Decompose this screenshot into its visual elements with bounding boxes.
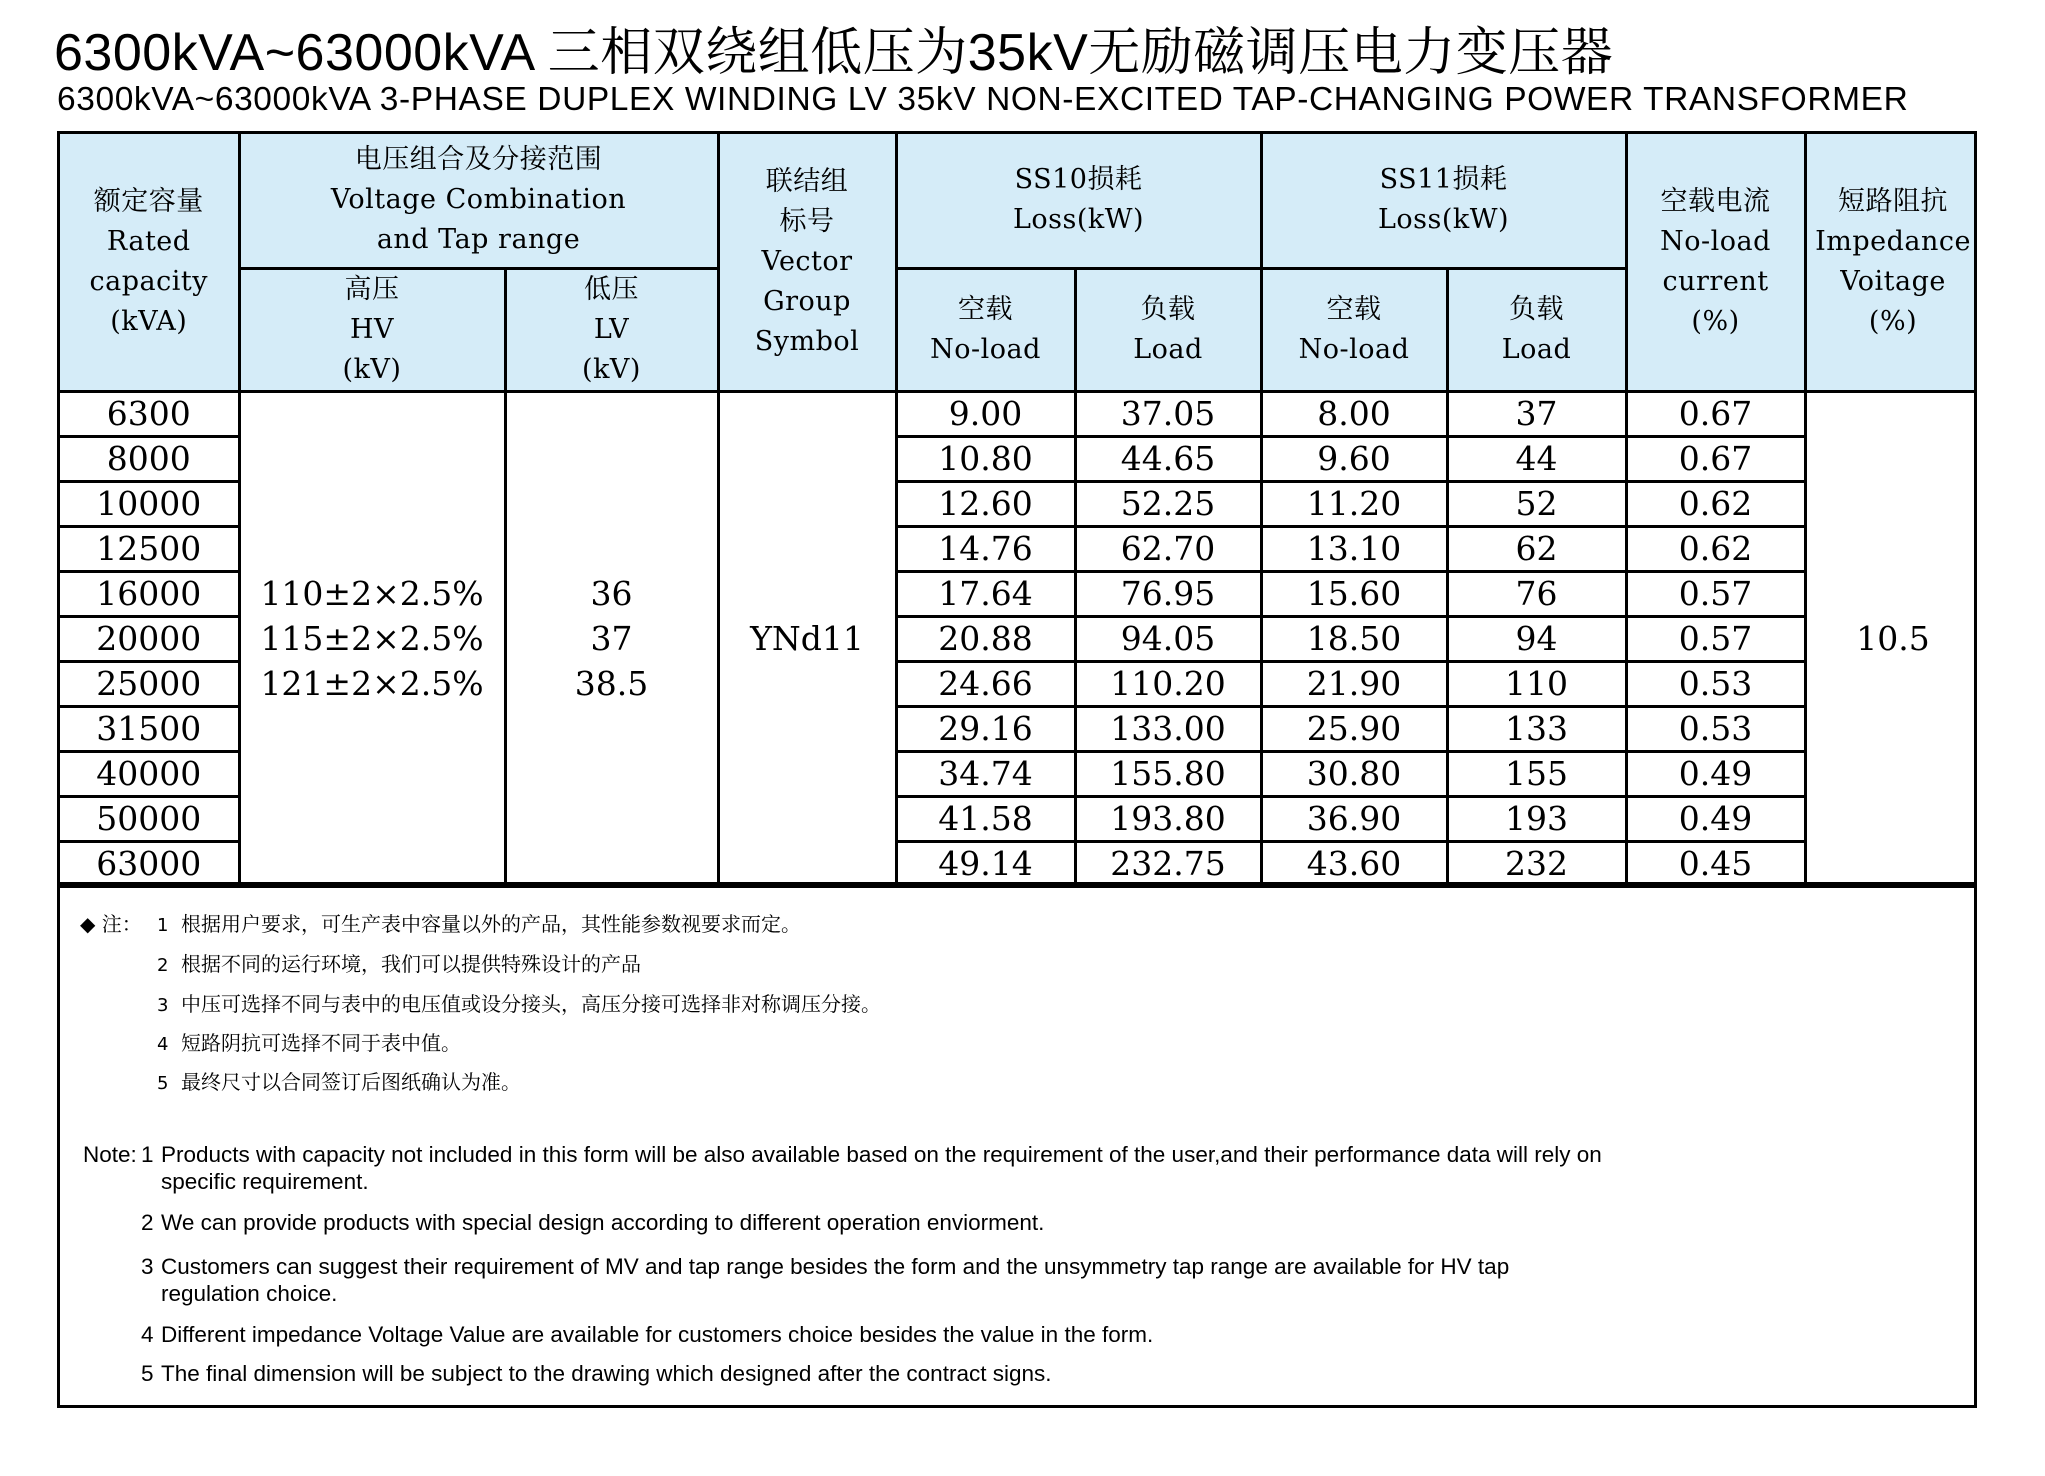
note-cn-number: 3 — [157, 995, 169, 1016]
note-cn-number: 5 — [157, 1073, 169, 1094]
cell-ss10-noload: 34.74 — [896, 751, 1075, 796]
note-en-text: Different impedance Voltage Value are available for customers choice besides the value in the form. — [161, 1322, 1154, 1347]
hv-value: 110±2×2.5% — [260, 574, 484, 613]
cell-ss10-noload: 24.66 — [896, 661, 1075, 706]
header-lv: 低压 LV (kV) — [505, 268, 718, 391]
diamond-icon: ◆ — [80, 912, 96, 936]
note-cn-marker-line — [80, 911, 142, 937]
cell-ss10-load: 94.05 — [1075, 616, 1261, 661]
cell-ss11-noload: 30.80 — [1261, 751, 1447, 796]
cell-ss10-noload: 41.58 — [896, 796, 1075, 841]
cell-noload-current: 0.53 — [1626, 661, 1805, 706]
cell-ss11-load: 52 — [1447, 481, 1626, 526]
cell-ss10-noload: 12.60 — [896, 481, 1075, 526]
cell-noload-current: 0.57 — [1626, 571, 1805, 616]
lv-value: 37 — [590, 619, 633, 658]
note-en-number: 5 — [141, 1361, 154, 1386]
header-impedance-voltage: 短路阻抗 Impedance Voitage (%) — [1805, 134, 1977, 391]
note-cn-text: 中压可选择不同与表中的电压值或设分接头，高压分接可选择非对称调压分接。 — [181, 992, 881, 1016]
cell-noload-current: 0.62 — [1626, 481, 1805, 526]
cell-vector-group: YNd11 — [718, 391, 896, 886]
hv-value: 121±2×2.5% — [260, 664, 484, 703]
note-en-number: 4 — [141, 1322, 154, 1347]
cell-capacity: 8000 — [60, 436, 239, 481]
header-vector-group: 联结组 标号 Vector Group Symbol — [718, 134, 896, 391]
cell-ss10-load: 76.95 — [1075, 571, 1261, 616]
cell-noload-current: 0.45 — [1626, 841, 1805, 886]
cell-ss11-noload: 25.90 — [1261, 706, 1447, 751]
cell-noload-current: 0.53 — [1626, 706, 1805, 751]
cell-ss10-noload: 49.14 — [896, 841, 1075, 886]
table-row — [60, 391, 1977, 436]
cell-capacity: 10000 — [60, 481, 239, 526]
note-cn-number: 1 — [157, 915, 169, 936]
cell-capacity: 25000 — [60, 661, 239, 706]
note-en-prefix: Note: — [83, 1142, 137, 1167]
cell-ss10-load: 62.70 — [1075, 526, 1261, 571]
note-cn-text: 最终尺寸以合同签订后图纸确认为准。 — [181, 1070, 521, 1094]
cell-ss11-load: 44 — [1447, 436, 1626, 481]
spec-table — [60, 134, 1977, 888]
note-cn-text: 根据不同的运行环境，我们可以提供特殊设计的产品 — [181, 952, 641, 976]
notes-section — [60, 882, 1974, 1408]
header-voltage-combination: 电压组合及分接范围 Voltage Combination and Tap range — [239, 134, 718, 268]
cell-ss10-load: 155.80 — [1075, 751, 1261, 796]
note-cn-item — [157, 911, 801, 939]
spec-frame — [57, 131, 1977, 1408]
cell-ss11-load: 193 — [1447, 796, 1626, 841]
note-en-text: Products with capacity not included in this form will be also available based on the requirement of the user,and their performance data will rely on — [161, 1142, 1602, 1167]
lv-value: 36 — [590, 574, 633, 613]
cell-ss11-noload: 9.60 — [1261, 436, 1447, 481]
note-cn-item — [157, 1069, 521, 1097]
cell-ss11-load: 155 — [1447, 751, 1626, 796]
note-cn-item — [157, 1030, 461, 1058]
cell-ss11-noload: 11.20 — [1261, 481, 1447, 526]
cell-capacity: 50000 — [60, 796, 239, 841]
cell-ss10-load: 37.05 — [1075, 391, 1261, 436]
cell-ss10-noload: 10.80 — [896, 436, 1075, 481]
cell-ss11-load: 37 — [1447, 391, 1626, 436]
page-title-cn: 6300kVA~63000kVA 三相双绕组低压为35kV无励磁调压电力变压器 — [54, 24, 1614, 82]
cell-ss10-load: 193.80 — [1075, 796, 1261, 841]
cell-ss10-load: 44.65 — [1075, 436, 1261, 481]
header-noload-current: 空载电流 No-load current (%) — [1626, 134, 1805, 391]
cell-ss10-load: 110.20 — [1075, 661, 1261, 706]
cell-capacity: 63000 — [60, 841, 239, 886]
cell-ss11-noload: 13.10 — [1261, 526, 1447, 571]
note-en-text: specific requirement. — [161, 1169, 369, 1194]
note-cn-item — [157, 951, 641, 979]
cell-ss11-load: 94 — [1447, 616, 1626, 661]
note-cn-text: 短路阴抗可选择不同于表中值。 — [181, 1031, 461, 1055]
cell-ss10-noload: 20.88 — [896, 616, 1075, 661]
cell-capacity: 12500 — [60, 526, 239, 571]
cell-ss11-load: 133 — [1447, 706, 1626, 751]
header-capacity: 额定容量 Rated capacity (kVA) — [60, 134, 239, 391]
cell-ss10-load: 232.75 — [1075, 841, 1261, 886]
cell-capacity: 20000 — [60, 616, 239, 661]
cell-noload-current: 0.57 — [1626, 616, 1805, 661]
cell-capacity: 16000 — [60, 571, 239, 616]
cell-impedance-voltage: 10.5 — [1805, 391, 1977, 886]
cell-ss11-noload: 21.90 — [1261, 661, 1447, 706]
cell-ss11-load: 62 — [1447, 526, 1626, 571]
hv-value: 115±2×2.5% — [260, 619, 484, 658]
cell-ss10-noload: 17.64 — [896, 571, 1075, 616]
note-cn-prefix: 注： — [101, 912, 142, 936]
cell-noload-current: 0.49 — [1626, 796, 1805, 841]
note-en-text: regulation choice. — [161, 1281, 338, 1306]
cell-capacity: 31500 — [60, 706, 239, 751]
cell-ss10-noload: 29.16 — [896, 706, 1075, 751]
note-cn-number: 4 — [157, 1034, 169, 1055]
cell-noload-current: 0.67 — [1626, 436, 1805, 481]
cell-noload-current: 0.49 — [1626, 751, 1805, 796]
cell-ss10-load: 52.25 — [1075, 481, 1261, 526]
cell-ss11-load: 232 — [1447, 841, 1626, 886]
cell-ss11-noload: 15.60 — [1261, 571, 1447, 616]
cell-ss11-noload: 8.00 — [1261, 391, 1447, 436]
page-title-en: 6300kVA~63000kVA 3-PHASE DUPLEX WINDING LV 35kV NON-EXCITED TAP-CHANGING POWER TRANSFORMER — [57, 81, 1909, 118]
note-en-text: Customers can suggest their requirement of MV and tap range besides the form and the unsymmetry tap range are available for HV tap — [161, 1254, 1510, 1279]
cell-capacity: 6300 — [60, 391, 239, 436]
cell-ss11-load: 76 — [1447, 571, 1626, 616]
cell-ss11-noload: 18.50 — [1261, 616, 1447, 661]
cell-noload-current: 0.62 — [1626, 526, 1805, 571]
header-ss10-noload: 空载 No-load — [896, 268, 1075, 391]
header-ss11-loss: SS11损耗 Loss(kW) — [1261, 134, 1626, 268]
note-cn-item — [157, 991, 881, 1019]
lv-value: 38.5 — [574, 664, 649, 703]
header-hv: 高压 HV (kV) — [239, 268, 505, 391]
header-ss11-noload: 空载 No-load — [1261, 268, 1447, 391]
note-en-number: 1 — [141, 1142, 154, 1167]
cell-ss10-load: 133.00 — [1075, 706, 1261, 751]
cell-ss11-noload: 36.90 — [1261, 796, 1447, 841]
cell-hv-merged — [239, 391, 505, 886]
note-cn-number: 2 — [157, 955, 169, 976]
note-en-number: 2 — [141, 1210, 154, 1235]
cell-ss10-noload: 14.76 — [896, 526, 1075, 571]
cell-ss11-load: 110 — [1447, 661, 1626, 706]
cell-capacity: 40000 — [60, 751, 239, 796]
cell-noload-current: 0.67 — [1626, 391, 1805, 436]
header-ss10-load: 负载 Load — [1075, 268, 1261, 391]
header-ss11-load: 负载 Load — [1447, 268, 1626, 391]
note-en-text: We can provide products with special design according to different operation enviorment. — [161, 1210, 1045, 1235]
cell-lv-merged — [505, 391, 718, 886]
cell-ss10-noload: 9.00 — [896, 391, 1075, 436]
cell-ss11-noload: 43.60 — [1261, 841, 1447, 886]
note-en-text: The final dimension will be subject to the drawing which designed after the contract signs. — [161, 1361, 1052, 1386]
note-cn-text: 根据用户要求，可生产表中容量以外的产品，其性能参数视要求而定。 — [181, 912, 801, 936]
header-ss10-loss: SS10损耗 Loss(kW) — [896, 134, 1261, 268]
note-en-number: 3 — [141, 1254, 154, 1279]
